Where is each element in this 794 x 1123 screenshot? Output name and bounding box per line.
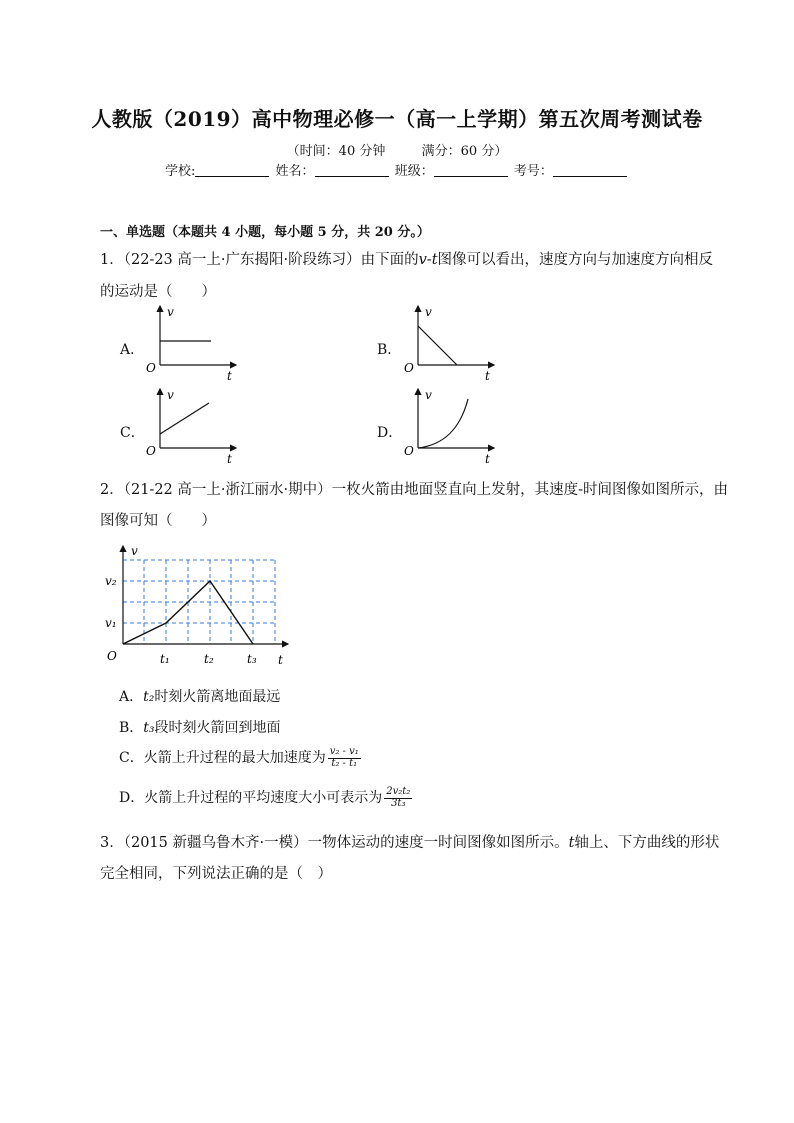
q2-option-c[interactable] (119, 747, 361, 769)
q1-graph-b (398, 302, 508, 384)
t2-label: t₂ (204, 652, 214, 666)
q3-stem-line1 (100, 831, 719, 852)
fraction-numerator: v₂ - v₁ (329, 746, 359, 757)
q1-stem-line2: 的运动是（ ） (100, 284, 216, 300)
v1-label: v₁ (105, 616, 117, 630)
q2-stem-line2: 图像可知（ ） (100, 513, 216, 529)
q2-option-b-mark: B． (119, 720, 144, 736)
q2-vt-graph (100, 538, 300, 670)
q2-option-c-mark: C． (119, 750, 144, 766)
q3-stem-post: 轴上、下方曲线的形状 (574, 835, 720, 851)
class-blank[interactable] (434, 164, 508, 177)
time-limit: （时间：40 分钟 (286, 144, 386, 159)
school-label: 学校: (165, 164, 196, 179)
t3-label: t₃ (247, 652, 257, 666)
origin-label: O (404, 361, 414, 375)
velocity-line (418, 326, 457, 365)
full-score: 满分：60 分） (421, 144, 508, 159)
t-label: t (485, 452, 490, 466)
fraction-denominator: t₂ - t₁ (331, 757, 358, 769)
v-label: v (167, 305, 174, 319)
q3-stem-pre: 3．（2015 新疆乌鲁木齐·一模）一物体运动的速度一时间图像如图所示。 (100, 835, 569, 851)
t-label: t (485, 369, 490, 383)
student-info-line (165, 160, 629, 179)
q1-option-c-label: C． (120, 425, 145, 441)
q1-graph-a (140, 302, 250, 384)
q2-option-c-text: 火箭上升过程的最大加速度为 (143, 750, 326, 766)
q2-option-b[interactable] (119, 717, 281, 737)
name-label: 姓名： (275, 164, 315, 179)
t-label: t (227, 369, 232, 383)
t-label: t (227, 452, 232, 466)
velocity-line (160, 403, 209, 434)
q1-stem-pre: 1．（22-23 高一上·广东揭阳·阶段练习）由下面的 (100, 252, 419, 268)
q2-option-a[interactable] (119, 686, 280, 706)
q2-option-d[interactable] (119, 787, 412, 809)
q1-graph-c (140, 385, 250, 467)
class-label: 班级： (394, 164, 434, 179)
q2-option-c-fraction (328, 747, 361, 769)
school-blank[interactable] (195, 164, 269, 177)
exam-title: 人教版（2019）高中物理必修一（高一上学期）第五次周考测试卷 (91, 107, 703, 131)
q3-var-t: t (568, 835, 575, 851)
q2-stem-line1: 2．（21-22 高一上·浙江丽水·期中）一枚火箭由地面竖直向上发射，其速度-时间图像如图所示，由 (100, 482, 728, 498)
q2-option-a-text: 时刻火箭离地面最远 (154, 689, 281, 705)
q2-option-d-mark: D． (119, 790, 145, 806)
grid-lines (123, 560, 275, 644)
q1-graph-d (398, 385, 508, 467)
origin-label: O (146, 444, 156, 458)
q2-option-d-text: 火箭上升过程的平均速度大小可表示为 (144, 790, 383, 806)
exam-number-label: 考号： (513, 164, 553, 179)
q2-option-b-text: 段时刻火箭回到地面 (154, 720, 281, 736)
t1-label: t₁ (160, 652, 170, 666)
q2-option-d-fraction (384, 787, 412, 809)
velocity-curve (418, 399, 468, 448)
v-label: v (167, 388, 174, 402)
v-label: v (425, 305, 432, 319)
exam-subtitle (0, 140, 794, 159)
origin-label: O (107, 649, 117, 663)
origin-label: O (404, 444, 414, 458)
exam-number-blank[interactable] (553, 164, 627, 177)
q1-stem-post: 图像可以看出，速度方向与加速度方向相反 (437, 252, 714, 268)
v-axis-label: v (131, 544, 138, 558)
name-blank[interactable] (315, 164, 389, 177)
v-label: v (425, 388, 432, 402)
t-axis-label: t (278, 653, 283, 667)
q2-option-b-var: t₃ (143, 720, 155, 736)
q1-vt: v-t (418, 252, 438, 268)
section-heading: 一、单选题（本题共 4 小题，每小题 5 分，共 20 分。） (100, 225, 430, 240)
q1-stem-line1 (100, 248, 713, 269)
q1-option-a-label: A． (120, 342, 145, 358)
fraction-denominator: 3t₃ (391, 797, 406, 809)
q2-option-a-var: t₂ (143, 689, 155, 705)
q3-stem-line2: 完全相同，下列说法正确的是（ ） (100, 866, 332, 882)
origin-label: O (146, 361, 156, 375)
fraction-numerator: 2v₂t₂ (386, 786, 411, 797)
v2-label: v₂ (105, 574, 117, 588)
q2-option-a-mark: A． (119, 689, 144, 705)
q1-option-d-label: D． (377, 425, 403, 441)
q1-option-b-label: B． (377, 342, 402, 358)
